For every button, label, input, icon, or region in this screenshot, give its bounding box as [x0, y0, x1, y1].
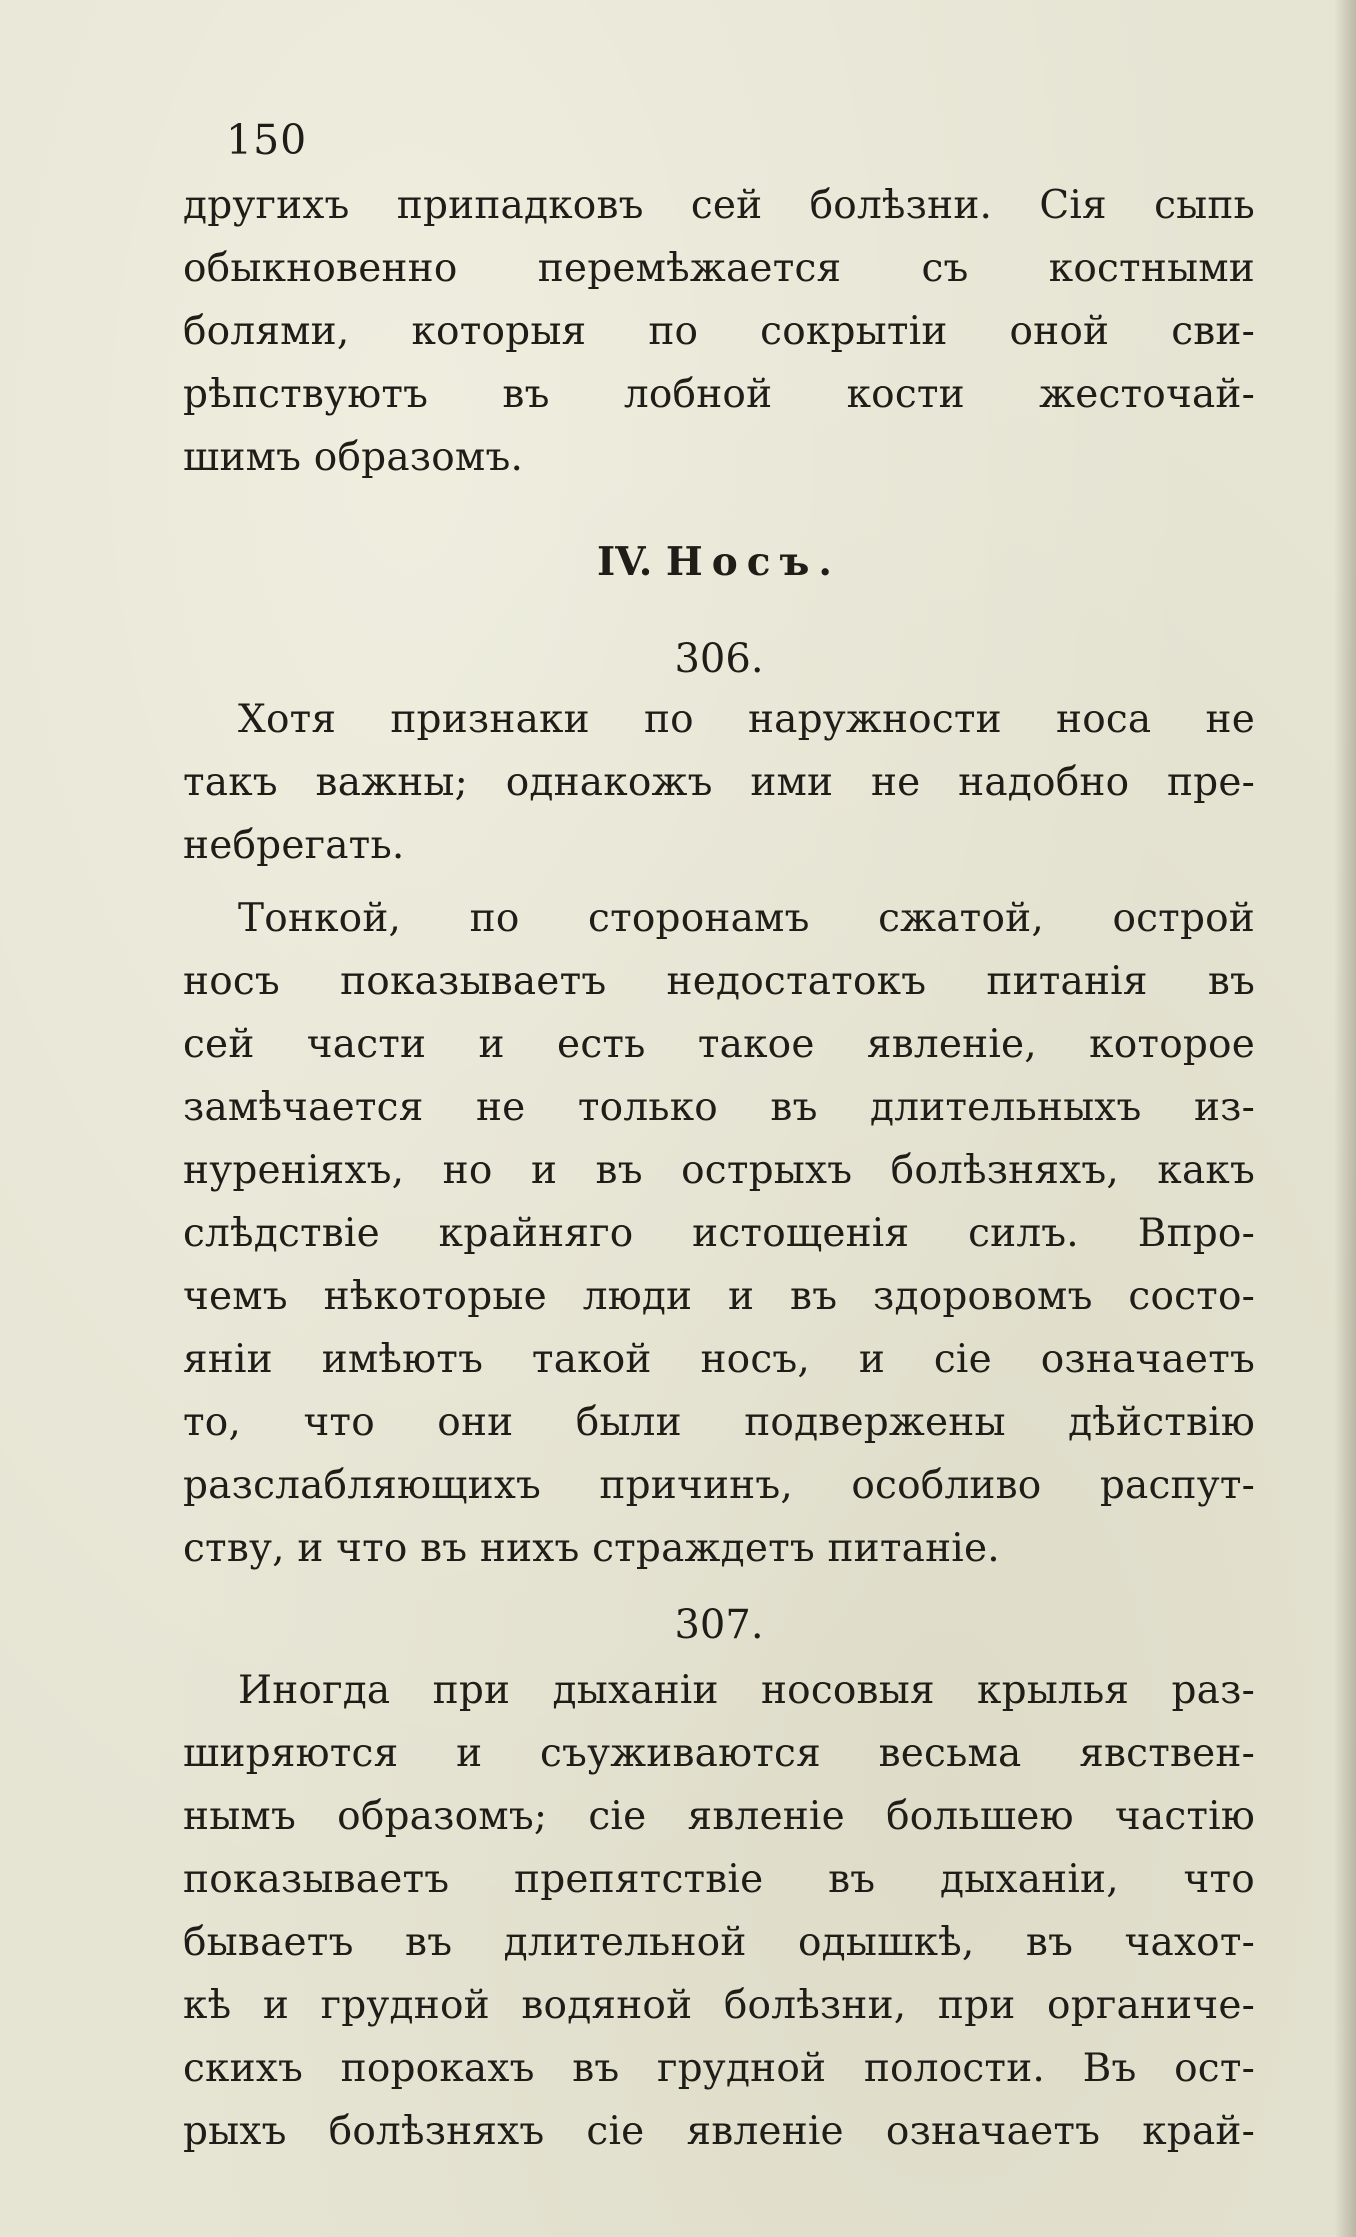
section-heading — [183, 538, 1255, 586]
text-line: скихъ порокахъ въ грудной полости. Въ ост- — [183, 2046, 1255, 2091]
text-line: обыкновенно перемѣжается съ костными — [183, 246, 1255, 291]
text-line: то, что они были подвержены дѣйствію — [183, 1400, 1255, 1445]
text-line: Тонкой, по сторонамъ сжатой, острой — [238, 896, 1255, 941]
text-line: сей части и есть такое явленіе, которое — [183, 1022, 1255, 1067]
text-line: небрегать. — [183, 823, 405, 868]
paragraph-number: 307. — [674, 1602, 764, 1648]
section-numeral: IV. — [597, 539, 653, 585]
text-line: показываетъ препятствіе въ дыханіи, что — [183, 1857, 1255, 1902]
text-line: болями, которыя по сокрытіи оной сви- — [183, 309, 1255, 354]
text-line: ству, и что въ нихъ страждетъ питаніе. — [183, 1526, 1000, 1571]
text-line: Хотя признаки по наружности носа не — [238, 697, 1255, 742]
page-binding-shadow — [1334, 0, 1356, 2237]
text-line: шимъ образомъ. — [183, 435, 524, 480]
text-line: яніи имѣютъ такой носъ, и сіе означаетъ — [183, 1337, 1255, 1382]
text-line: Иногда при дыханіи носовыя крылья раз- — [238, 1668, 1255, 1713]
text-line: замѣчается не только въ длительныхъ из- — [183, 1085, 1255, 1130]
text-line: ширяются и съуживаются весьма явствен- — [183, 1731, 1255, 1776]
page-number: 150 — [226, 116, 308, 164]
section-title: Носъ. — [665, 539, 841, 585]
text-line: чемъ нѣкоторые люди и въ здоровомъ состо- — [183, 1274, 1255, 1319]
text-line: нымъ образомъ; сіе явленіе большею частію — [183, 1794, 1255, 1839]
text-line: рѣпствуютъ въ лобной кости жесточай- — [183, 372, 1255, 417]
text-line: бываетъ въ длительной одышкѣ, въ чахот- — [183, 1920, 1255, 1965]
paragraph-number: 306. — [674, 636, 764, 682]
text-line: нуреніяхъ, но и въ острыхъ болѣзняхъ, какъ — [183, 1148, 1255, 1193]
text-line: разслабляющихъ причинъ, особливо распут- — [183, 1463, 1255, 1508]
text-line: слѣдствіе крайняго истощенія силъ. Впро- — [183, 1211, 1255, 1256]
text-line: рыхъ болѣзняхъ сіе явленіе означаетъ край- — [183, 2109, 1255, 2154]
text-line: носъ показываетъ недостатокъ питанія въ — [183, 959, 1255, 1004]
text-line: такъ важны; однакожъ ими не надобно пре- — [183, 760, 1255, 805]
text-line: кѣ и грудной водяной болѣзни, при органиче- — [183, 1983, 1255, 2028]
text-line: другихъ припадковъ сей болѣзни. Сія сыпь — [183, 183, 1255, 228]
